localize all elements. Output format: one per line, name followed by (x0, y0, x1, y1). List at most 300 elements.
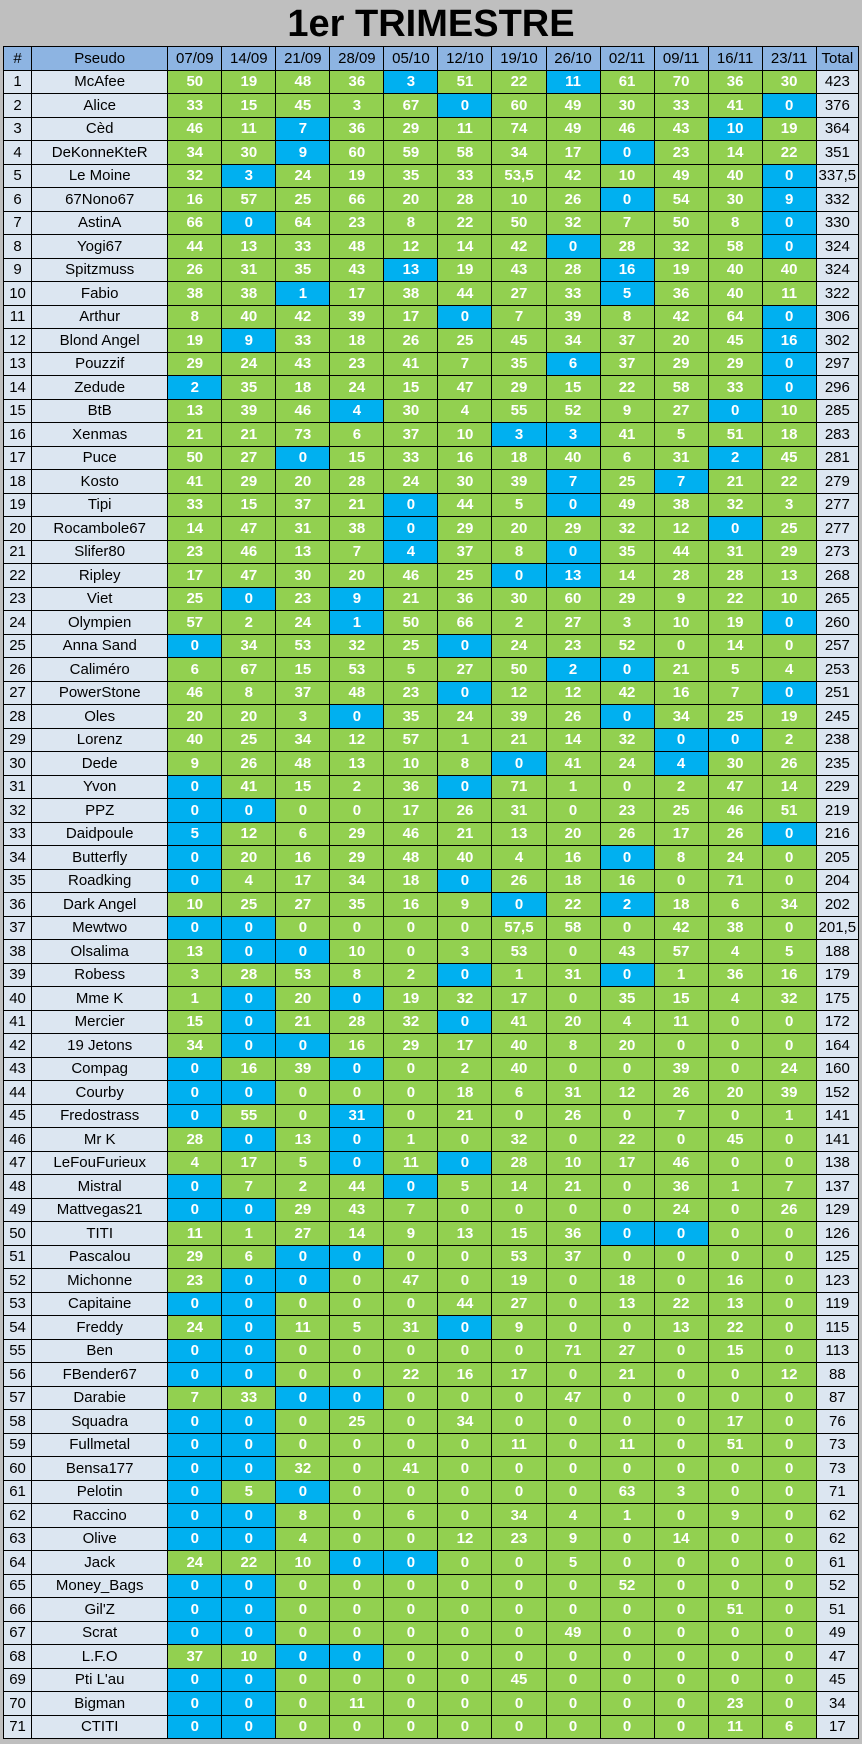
score-cell: 0 (492, 1457, 546, 1481)
score-cell: 0 (168, 1410, 222, 1434)
score-cell: 16 (330, 1034, 384, 1058)
score-cell: 33 (708, 376, 762, 400)
total-cell: 273 (816, 540, 858, 564)
score-cell: 0 (384, 1527, 438, 1551)
table-row (4, 987, 859, 1011)
score-cell: 1 (330, 611, 384, 635)
total-cell: 17 (816, 1715, 858, 1739)
score-cell: 0 (384, 1668, 438, 1692)
score-cell: 0 (600, 1245, 654, 1269)
score-cell: 13 (222, 235, 276, 259)
score-cell: 0 (708, 1104, 762, 1128)
score-cell: 21 (438, 1104, 492, 1128)
rank-cell: 50 (4, 1222, 32, 1246)
score-cell: 23 (546, 634, 600, 658)
score-cell: 13 (654, 1316, 708, 1340)
score-cell: 27 (492, 282, 546, 306)
score-cell: 29 (654, 352, 708, 376)
score-cell: 41 (384, 352, 438, 376)
table-row (4, 893, 859, 917)
score-cell: 41 (492, 1010, 546, 1034)
score-cell: 0 (222, 940, 276, 964)
score-cell: 0 (708, 728, 762, 752)
rank-cell: 8 (4, 235, 32, 259)
score-cell: 45 (492, 1668, 546, 1692)
rank-cell: 40 (4, 987, 32, 1011)
player-name-cell: Pelotin (32, 1480, 168, 1504)
score-cell: 34 (654, 705, 708, 729)
score-cell: 51 (708, 1433, 762, 1457)
score-cell: 11 (600, 1433, 654, 1457)
score-cell: 40 (492, 1034, 546, 1058)
score-cell: 19 (762, 117, 816, 141)
table-row (4, 611, 859, 635)
score-cell: 26 (546, 188, 600, 212)
score-cell: 49 (546, 94, 600, 118)
score-cell: 0 (222, 1081, 276, 1105)
player-name-cell: Pascalou (32, 1245, 168, 1269)
score-cell: 35 (600, 540, 654, 564)
score-cell: 10 (438, 423, 492, 447)
score-cell: 13 (276, 1128, 330, 1152)
score-cell: 6 (330, 423, 384, 447)
score-cell: 7 (762, 1175, 816, 1199)
score-cell: 0 (654, 1621, 708, 1645)
rank-cell: 63 (4, 1527, 32, 1551)
score-cell: 15 (222, 493, 276, 517)
score-cell: 53 (276, 634, 330, 658)
rank-cell: 23 (4, 587, 32, 611)
score-cell: 3 (762, 493, 816, 517)
score-cell: 17 (330, 282, 384, 306)
score-cell: 1 (276, 282, 330, 306)
total-cell: 49 (816, 1621, 858, 1645)
score-cell: 34 (276, 728, 330, 752)
score-cell: 2 (222, 611, 276, 635)
score-cell: 0 (492, 1386, 546, 1410)
column-header: 21/09 (276, 47, 330, 71)
player-name-cell: Yvon (32, 775, 168, 799)
score-cell: 15 (276, 658, 330, 682)
score-cell: 25 (276, 188, 330, 212)
score-cell: 9 (384, 1222, 438, 1246)
score-cell: 32 (546, 211, 600, 235)
score-cell: 11 (222, 117, 276, 141)
score-cell: 13 (168, 940, 222, 964)
score-cell: 34 (438, 1410, 492, 1434)
score-cell: 44 (654, 540, 708, 564)
player-name-cell: Butterfly (32, 846, 168, 870)
rank-cell: 11 (4, 305, 32, 329)
score-cell: 17 (222, 1151, 276, 1175)
score-cell: 23 (168, 1269, 222, 1293)
score-cell: 0 (168, 1692, 222, 1716)
score-cell: 30 (276, 564, 330, 588)
score-cell: 44 (330, 1175, 384, 1199)
score-cell: 35 (276, 258, 330, 282)
table-row (4, 1598, 859, 1622)
score-cell: 25 (168, 587, 222, 611)
total-cell: 137 (816, 1175, 858, 1199)
score-cell: 0 (762, 916, 816, 940)
player-name-cell: LeFouFurieux (32, 1151, 168, 1175)
table-row (4, 1104, 859, 1128)
score-cell: 31 (546, 1081, 600, 1105)
player-name-cell: Mistral (32, 1175, 168, 1199)
player-name-cell: CTITI (32, 1715, 168, 1739)
score-cell: 17 (438, 1034, 492, 1058)
score-cell: 0 (222, 1339, 276, 1363)
score-cell: 0 (654, 1668, 708, 1692)
score-cell: 29 (546, 517, 600, 541)
score-cell: 10 (492, 188, 546, 212)
score-cell: 13 (276, 540, 330, 564)
rank-cell: 4 (4, 141, 32, 165)
score-cell: 0 (384, 1574, 438, 1598)
score-cell: 0 (546, 987, 600, 1011)
total-cell: 265 (816, 587, 858, 611)
score-cell: 14 (330, 1222, 384, 1246)
score-cell: 0 (492, 1480, 546, 1504)
table-row (4, 446, 859, 470)
score-cell: 0 (762, 1339, 816, 1363)
total-cell: 285 (816, 399, 858, 423)
score-cell: 22 (762, 141, 816, 165)
player-name-cell: McAfee (32, 70, 168, 94)
total-cell: 188 (816, 940, 858, 964)
score-cell: 26 (492, 869, 546, 893)
table-row (4, 540, 859, 564)
player-name-cell: Ripley (32, 564, 168, 588)
score-cell: 23 (330, 211, 384, 235)
rank-cell: 39 (4, 963, 32, 987)
rank-cell: 6 (4, 188, 32, 212)
rank-cell: 27 (4, 681, 32, 705)
score-cell: 23 (168, 540, 222, 564)
score-cell: 35 (600, 987, 654, 1011)
score-cell: 4 (546, 1504, 600, 1528)
rank-cell: 65 (4, 1574, 32, 1598)
rank-cell: 47 (4, 1151, 32, 1175)
player-name-cell: Gil'Z (32, 1598, 168, 1622)
score-cell: 19 (222, 70, 276, 94)
player-name-cell: Olive (32, 1527, 168, 1551)
score-cell: 0 (708, 1034, 762, 1058)
score-cell: 13 (330, 752, 384, 776)
column-header: 07/09 (168, 47, 222, 71)
score-cell: 34 (546, 329, 600, 353)
score-cell: 5 (168, 822, 222, 846)
table-row (4, 1198, 859, 1222)
score-cell: 0 (438, 1151, 492, 1175)
score-cell: 1 (168, 987, 222, 1011)
score-cell: 5 (330, 1316, 384, 1340)
score-cell: 0 (438, 1128, 492, 1152)
score-cell: 0 (654, 1410, 708, 1434)
score-cell: 0 (762, 1010, 816, 1034)
score-cell: 8 (330, 963, 384, 987)
score-cell: 29 (708, 352, 762, 376)
total-cell: 302 (816, 329, 858, 353)
score-cell: 0 (222, 1457, 276, 1481)
score-cell: 67 (384, 94, 438, 118)
score-cell: 9 (492, 1316, 546, 1340)
score-cell: 0 (762, 1410, 816, 1434)
player-name-cell: Anna Sand (32, 634, 168, 658)
score-cell: 58 (708, 235, 762, 259)
score-cell: 13 (168, 399, 222, 423)
score-cell: 0 (438, 1621, 492, 1645)
score-cell: 0 (654, 1363, 708, 1387)
table-row (4, 164, 859, 188)
score-cell: 31 (330, 1104, 384, 1128)
score-cell: 0 (654, 1504, 708, 1528)
score-cell: 15 (492, 1222, 546, 1246)
score-cell: 0 (546, 1292, 600, 1316)
total-cell: 322 (816, 282, 858, 306)
score-cell: 0 (438, 94, 492, 118)
score-cell: 48 (384, 846, 438, 870)
score-cell: 44 (168, 235, 222, 259)
score-cell: 3 (384, 70, 438, 94)
score-cell: 8 (708, 211, 762, 235)
score-cell: 0 (600, 1386, 654, 1410)
score-cell: 0 (546, 1574, 600, 1598)
score-cell: 0 (762, 681, 816, 705)
rank-cell: 34 (4, 846, 32, 870)
total-cell: 51 (816, 1598, 858, 1622)
score-cell: 40 (708, 282, 762, 306)
score-cell: 52 (546, 399, 600, 423)
score-cell: 20 (708, 1081, 762, 1105)
score-cell: 0 (654, 1457, 708, 1481)
score-cell: 0 (600, 1457, 654, 1481)
score-cell: 25 (222, 728, 276, 752)
rank-cell: 48 (4, 1175, 32, 1199)
total-cell: 141 (816, 1128, 858, 1152)
score-cell: 19 (168, 329, 222, 353)
player-name-cell: Xenmas (32, 423, 168, 447)
score-cell: 0 (492, 752, 546, 776)
score-cell: 47 (708, 775, 762, 799)
score-cell: 20 (276, 987, 330, 1011)
rank-cell: 28 (4, 705, 32, 729)
score-cell: 34 (168, 1034, 222, 1058)
score-cell: 46 (708, 799, 762, 823)
total-cell: 205 (816, 846, 858, 870)
score-cell: 16 (222, 1057, 276, 1081)
score-cell: 6 (222, 1245, 276, 1269)
rank-cell: 24 (4, 611, 32, 635)
score-cell: 35 (330, 893, 384, 917)
score-cell: 64 (276, 211, 330, 235)
table-row (4, 493, 859, 517)
score-cell: 3 (168, 963, 222, 987)
score-cell: 0 (546, 1363, 600, 1387)
score-cell: 6 (492, 1081, 546, 1105)
score-cell: 5 (708, 658, 762, 682)
player-name-cell: BtB (32, 399, 168, 423)
table-row (4, 775, 859, 799)
score-cell: 45 (492, 329, 546, 353)
total-cell: 423 (816, 70, 858, 94)
score-cell: 0 (762, 305, 816, 329)
score-cell: 0 (762, 94, 816, 118)
score-cell: 16 (438, 446, 492, 470)
score-cell: 0 (222, 1034, 276, 1058)
rank-cell: 1 (4, 70, 32, 94)
score-cell: 0 (600, 705, 654, 729)
score-cell: 4 (276, 1527, 330, 1551)
rank-cell: 69 (4, 1668, 32, 1692)
total-cell: 88 (816, 1363, 858, 1387)
rank-cell: 59 (4, 1433, 32, 1457)
score-cell: 26 (168, 258, 222, 282)
score-cell: 30 (762, 70, 816, 94)
score-cell: 0 (546, 1269, 600, 1293)
score-cell: 0 (762, 1598, 816, 1622)
score-cell: 4 (600, 1010, 654, 1034)
score-cell: 55 (222, 1104, 276, 1128)
score-cell: 28 (168, 1128, 222, 1152)
score-cell: 18 (330, 329, 384, 353)
score-cell: 0 (600, 846, 654, 870)
total-cell: 125 (816, 1245, 858, 1269)
score-cell: 0 (546, 1128, 600, 1152)
column-header: 02/11 (600, 47, 654, 71)
score-cell: 0 (168, 1480, 222, 1504)
score-cell: 0 (330, 1363, 384, 1387)
score-cell: 0 (438, 1433, 492, 1457)
total-cell: 235 (816, 752, 858, 776)
score-cell: 0 (438, 634, 492, 658)
score-cell: 21 (546, 1175, 600, 1199)
table-row (4, 117, 859, 141)
score-cell: 0 (762, 634, 816, 658)
score-cell: 43 (492, 258, 546, 282)
score-cell: 54 (654, 188, 708, 212)
score-cell: 29 (330, 822, 384, 846)
table-row (4, 1504, 859, 1528)
table-row (4, 822, 859, 846)
rank-cell: 33 (4, 822, 32, 846)
score-cell: 21 (168, 423, 222, 447)
player-name-cell: Bensa177 (32, 1457, 168, 1481)
player-name-cell: Michonne (32, 1269, 168, 1293)
score-cell: 2 (546, 658, 600, 682)
player-name-cell: Pti L'au (32, 1668, 168, 1692)
score-cell: 8 (168, 305, 222, 329)
score-cell: 0 (762, 611, 816, 635)
rank-cell: 35 (4, 869, 32, 893)
score-cell: 53 (492, 940, 546, 964)
score-cell: 0 (492, 1198, 546, 1222)
score-cell: 16 (600, 869, 654, 893)
player-name-cell: L.F.O (32, 1645, 168, 1669)
score-cell: 40 (222, 305, 276, 329)
score-cell: 0 (168, 1504, 222, 1528)
score-cell: 0 (330, 1715, 384, 1739)
score-cell: 0 (168, 1574, 222, 1598)
score-cell: 16 (654, 681, 708, 705)
score-cell: 0 (384, 1245, 438, 1269)
score-cell: 20 (276, 470, 330, 494)
score-cell: 0 (276, 1574, 330, 1598)
score-cell: 32 (492, 1128, 546, 1152)
score-cell: 0 (384, 1692, 438, 1716)
score-cell: 31 (708, 540, 762, 564)
score-cell: 21 (492, 728, 546, 752)
score-cell: 71 (708, 869, 762, 893)
score-cell: 9 (330, 587, 384, 611)
score-cell: 0 (762, 1151, 816, 1175)
score-cell: 0 (168, 1198, 222, 1222)
score-cell: 0 (330, 1621, 384, 1645)
rank-cell: 45 (4, 1104, 32, 1128)
score-cell: 0 (276, 799, 330, 823)
score-cell: 43 (654, 117, 708, 141)
score-cell: 12 (762, 1363, 816, 1387)
score-cell: 45 (276, 94, 330, 118)
score-cell: 11 (762, 282, 816, 306)
table-row (4, 188, 859, 212)
score-cell: 0 (708, 1222, 762, 1246)
score-cell: 5 (762, 940, 816, 964)
score-cell: 8 (546, 1034, 600, 1058)
score-cell: 7 (546, 470, 600, 494)
score-cell: 17 (546, 141, 600, 165)
total-cell: 61 (816, 1551, 858, 1575)
player-name-cell: Zedude (32, 376, 168, 400)
score-cell: 0 (276, 940, 330, 964)
player-name-cell: FBender67 (32, 1363, 168, 1387)
score-cell: 1 (438, 728, 492, 752)
score-cell: 4 (330, 399, 384, 423)
score-cell: 45 (708, 329, 762, 353)
player-name-cell: Jack (32, 1551, 168, 1575)
score-cell: 30 (708, 752, 762, 776)
score-cell: 32 (276, 1457, 330, 1481)
score-cell: 0 (438, 775, 492, 799)
score-cell: 41 (708, 94, 762, 118)
score-cell: 14 (762, 775, 816, 799)
player-name-cell: Darabie (32, 1386, 168, 1410)
score-cell: 22 (600, 1128, 654, 1152)
score-cell: 0 (654, 1692, 708, 1716)
score-cell: 5 (600, 282, 654, 306)
score-cell: 0 (438, 1645, 492, 1669)
score-cell: 0 (762, 1692, 816, 1716)
score-cell: 0 (762, 235, 816, 259)
player-name-cell: Bigman (32, 1692, 168, 1716)
score-cell: 0 (762, 846, 816, 870)
score-cell: 0 (330, 1269, 384, 1293)
player-name-cell: Rocambole67 (32, 517, 168, 541)
score-cell: 46 (222, 540, 276, 564)
score-cell: 0 (384, 1057, 438, 1081)
score-cell: 39 (492, 470, 546, 494)
total-cell: 172 (816, 1010, 858, 1034)
score-cell: 10 (762, 399, 816, 423)
score-cell: 7 (276, 117, 330, 141)
player-name-cell: Blond Angel (32, 329, 168, 353)
score-cell: 0 (438, 681, 492, 705)
score-cell: 29 (438, 517, 492, 541)
player-name-cell: Freddy (32, 1316, 168, 1340)
score-cell: 66 (330, 188, 384, 212)
score-cell: 37 (168, 1645, 222, 1669)
column-header: 16/11 (708, 47, 762, 71)
